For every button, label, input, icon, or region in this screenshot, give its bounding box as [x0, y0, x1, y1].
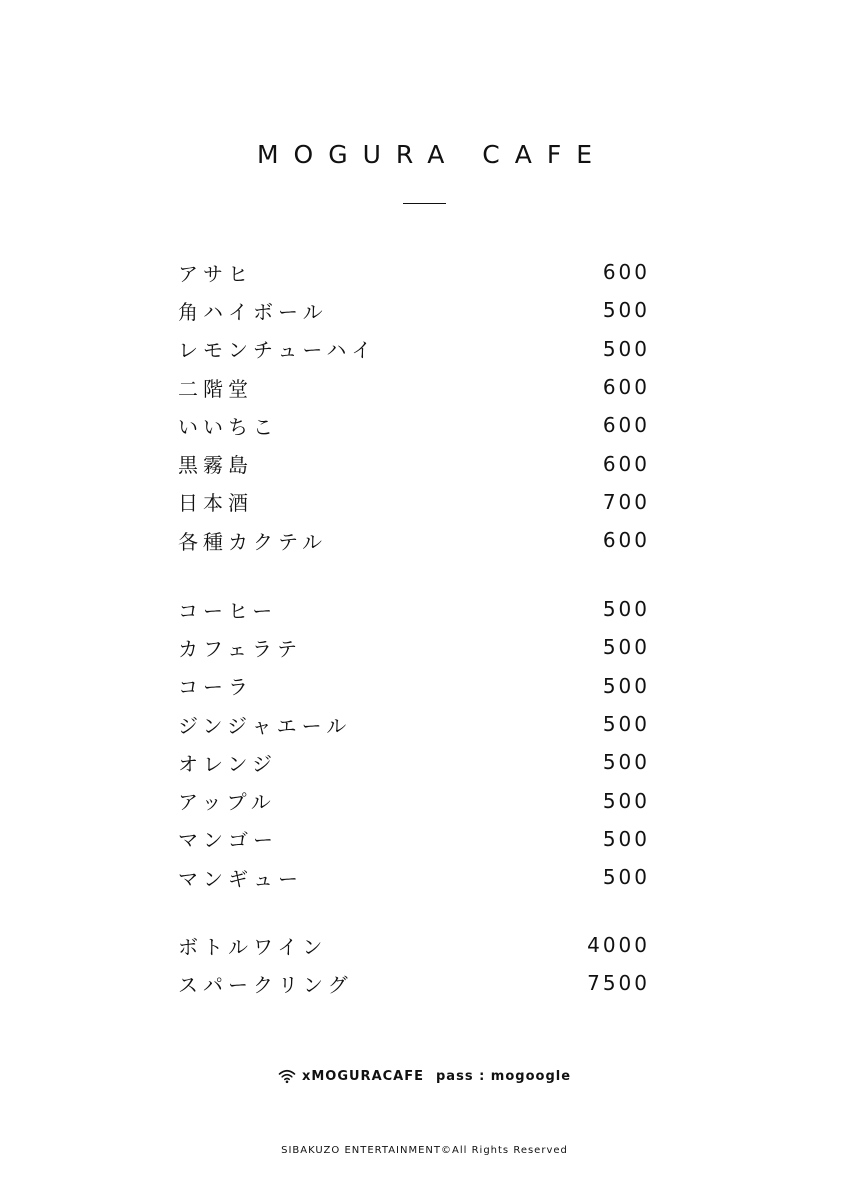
- item-price: 500: [602, 865, 650, 890]
- menu-item: [178, 483, 650, 521]
- menu-item: [178, 743, 650, 781]
- menu-item: [178, 858, 650, 896]
- item-price: 500: [602, 336, 650, 361]
- item-price: 600: [602, 375, 650, 400]
- item-name: スパークリング: [178, 972, 353, 997]
- menu-group-soft-drinks: [178, 590, 650, 896]
- item-name: 角ハイボール: [178, 299, 328, 324]
- item-name: いいちこ: [178, 414, 278, 439]
- menu-item: [178, 781, 650, 819]
- menu-item: [178, 705, 650, 743]
- menu-item: [178, 444, 650, 482]
- menu-item: [178, 926, 650, 964]
- item-price: 600: [602, 413, 650, 438]
- menu-item: [178, 820, 650, 858]
- item-name: コーラ: [178, 675, 253, 700]
- menu-item: [178, 964, 650, 1002]
- item-name: マンゴー: [178, 828, 278, 853]
- item-name: カフェラテ: [178, 636, 302, 661]
- item-name: レモンチューハイ: [178, 338, 377, 363]
- item-price: 500: [602, 826, 650, 851]
- item-name: アップル: [178, 790, 276, 815]
- item-name: コーヒー: [178, 598, 278, 623]
- item-price: 500: [602, 788, 650, 813]
- menu-item: [178, 667, 650, 705]
- item-name: アサヒ: [178, 261, 253, 286]
- menu-item: [178, 521, 650, 559]
- item-name: マンギュー: [178, 866, 303, 891]
- item-name: 二階堂: [178, 376, 253, 401]
- menu-item: [178, 291, 650, 329]
- item-price: 500: [602, 597, 650, 622]
- item-price: 7500: [587, 971, 650, 996]
- menu-item: [178, 330, 650, 368]
- item-name: 黒霧島: [178, 453, 253, 478]
- title-divider: [403, 203, 446, 204]
- menu-group-alcohol: [178, 253, 650, 559]
- wifi-password: pass : mogoogle: [436, 1068, 572, 1084]
- menu-title: MOGURA CAFE: [256, 140, 608, 169]
- item-price: 600: [602, 260, 650, 285]
- wifi-icon: [278, 1068, 296, 1084]
- wifi-info: [0, 1068, 849, 1084]
- item-price: 700: [602, 489, 650, 514]
- item-price: 600: [602, 451, 650, 476]
- item-name: ボトルワイン: [178, 934, 328, 959]
- item-name: 日本酒: [178, 491, 253, 516]
- item-price: 500: [602, 750, 650, 775]
- menu-group-bottles: [178, 926, 650, 1003]
- item-price: 500: [602, 712, 650, 737]
- item-price: 500: [602, 298, 650, 323]
- item-name: 各種カクテル: [178, 529, 327, 554]
- wifi-ssid: xMOGURACAFE: [301, 1068, 424, 1084]
- copyright: SIBAKUZO ENTERTAINMENT©All Rights Reserved: [281, 1145, 568, 1156]
- item-price: 4000: [587, 933, 650, 958]
- menu-item: [178, 253, 650, 291]
- item-name: オレンジ: [178, 751, 277, 776]
- item-price: 500: [602, 635, 650, 660]
- item-price: 500: [602, 673, 650, 698]
- item-price: 600: [602, 528, 650, 553]
- item-name: ジンジャエール: [178, 713, 352, 738]
- menu-item: [178, 590, 650, 628]
- menu-item: [178, 628, 650, 666]
- menu-item: [178, 406, 650, 444]
- menu-item: [178, 368, 650, 406]
